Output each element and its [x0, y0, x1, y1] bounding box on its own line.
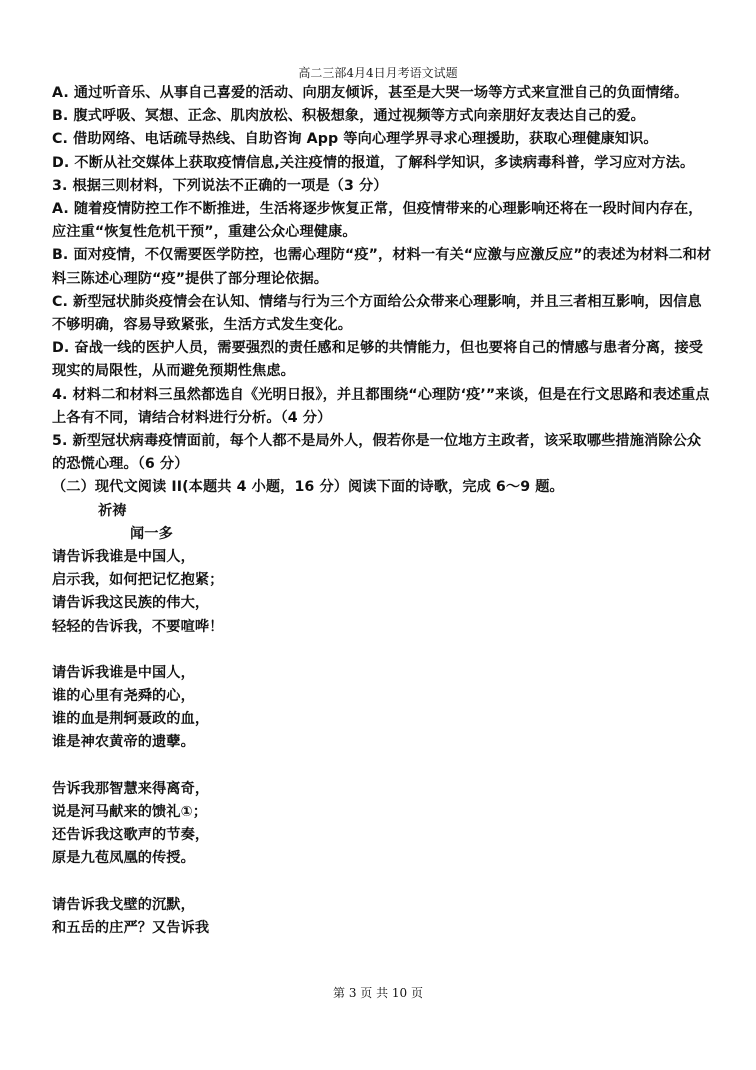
- poem-title: 祈祷: [98, 502, 127, 519]
- option-a-emotion-release: A. 通过听音乐、从事自己喜爱的活动、向朋友倾诉，甚至是大哭一场等方式来宣泄自己的负面情绪。: [52, 85, 689, 101]
- q3-option-b: B. 面对疫情，不仅需要医学防控，也需心理防“疫”，材料一有关“应激与应激反应”的表述为材料二和材料三陈述心理防“疫”提供了部分理论依据。: [52, 247, 712, 287]
- section-heading: （二）现代文阅读 II(本题共 4 小题，16 分）阅读下面的诗歌，完成 6～9 题。: [52, 479, 564, 496]
- option-b-relaxation: B. 腹式呼吸、冥想、正念、肌肉放松、积极想象，通过视频等方式向亲朋好友表达自己的爱。: [52, 108, 645, 125]
- option-c-online-help: C. 借助网络、电话疏导热线、自助咨询 App 等向心理学界寻求心理援助，获取心理健康知识。: [52, 131, 658, 148]
- poem-author: 闻一多: [130, 525, 173, 542]
- option-d-media-info: D. 不断从社交媒体上获取疫情信息,关注疫情的报道，了解科学知识，多读病毒科普，学习应对方法。: [52, 154, 695, 171]
- poem-line: 轻轻的告诉我，不要喧哗！: [52, 618, 224, 635]
- page-content: [52, 82, 712, 940]
- question-4: 4. 材料二和材料三虽然都选自《光明日报》，并且都围绕“心理防‘疫’”来谈，但是在行文思路和表述重点上各有不同，请结合材料进行分析。（4 分）: [52, 386, 710, 426]
- poem-line: 谁的血是荆轲聂政的血，: [52, 711, 210, 728]
- poem-stanza: [52, 894, 712, 940]
- poem-stanza: [52, 546, 712, 639]
- page-footer: 第 3 页 共 10 页: [333, 986, 423, 1000]
- poem-line: 还告诉我这歌声的节奏，: [52, 827, 210, 844]
- poem-line: 请告诉我谁是中国人，: [52, 664, 195, 681]
- question-3: 3. 根据三则材料，下列说法不正确的一项是（3 分）: [52, 177, 388, 194]
- poem-line: 说是河马献来的馈礼①；: [52, 803, 207, 820]
- poem-line: 请告诉我戈壁的沉默，: [52, 896, 195, 913]
- q3-option-d: D. 奋战一线的医护人员，需要强烈的责任感和足够的共情能力，但也要将自己的情感与患者分离，接受现实的局限性，从而避免预期性焦虑。: [52, 340, 704, 380]
- page-header: 高二三部4月4日月考语文试题: [298, 66, 458, 80]
- poem-line: 和五岳的庄严？又告诉我: [52, 919, 210, 936]
- poem-line: 启示我，如何把记忆抱紧；: [52, 572, 224, 589]
- q3-option-a: A. 随着疫情防控工作不断推进，生活将逐步恢复正常，但疫情带来的心理影响还将在一段时间内存在，应注重“恢复性危机干预”，重建公众心理健康。: [52, 201, 703, 241]
- q3-option-c: C. 新型冠状肺炎疫情会在认知、情绪与行为三个方面给公众带来心理影响，并且三者相互影响，因信息不够明确，容易导致紧张，生活方式发生变化。: [52, 293, 702, 334]
- poem-line: 原是九苞凤凰的传授。: [52, 850, 195, 867]
- poem-line: 告诉我那智慧来得离奇，: [52, 780, 210, 797]
- poem-line: 谁的心里有尧舜的心，: [52, 688, 195, 705]
- question-5: 5. 新型冠状病毒疫情面前，每个人都不是局外人，假若你是一位地方主政者，该采取哪些措施消除公众的恐慌心理。（6 分）: [52, 433, 702, 473]
- poem-line: 请告诉我谁是中国人，: [52, 549, 195, 566]
- poem-stanza: [52, 662, 712, 755]
- poem-line: 谁是神农黄帝的遗孽。: [52, 734, 195, 751]
- poem-stanza: [52, 778, 712, 871]
- poem-line: 请告诉我这民族的伟大，: [52, 595, 210, 612]
